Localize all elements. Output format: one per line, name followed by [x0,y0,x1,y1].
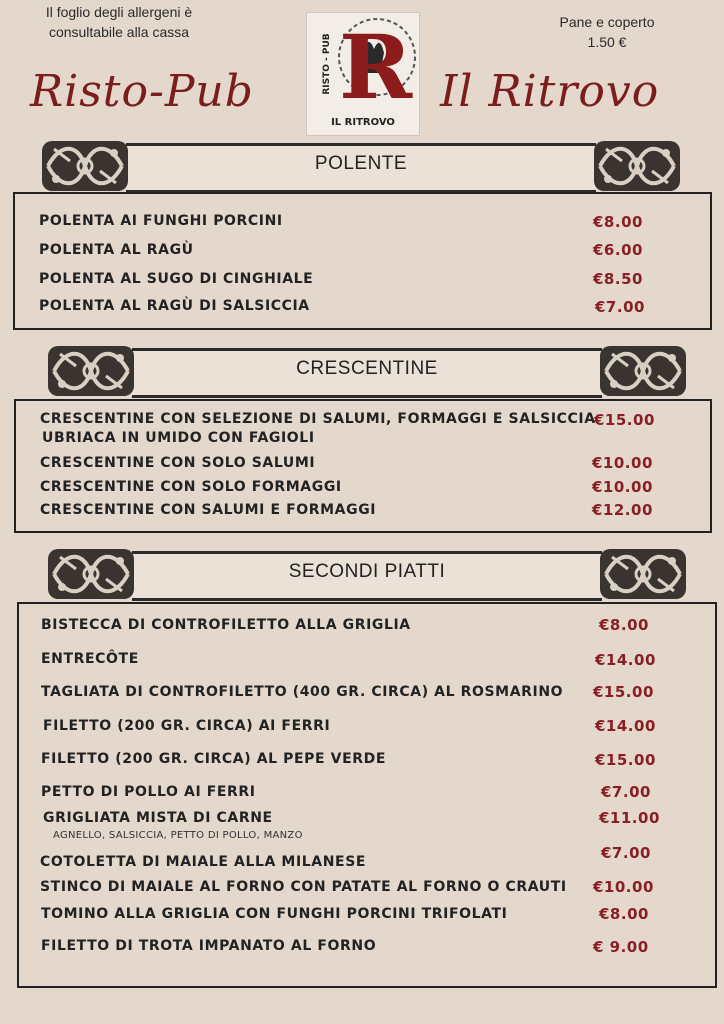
menu-item-price: €8.50 [593,270,643,288]
menu-item-name: POLENTA AL RAGÙ [39,242,194,258]
menu-item-price: €7.00 [601,844,651,862]
menu-item-name: FILETTO DI TROTA IMPANATO AL FORNO [41,938,377,954]
menu-item-name: GRIGLIATA MISTA DI CARNE [43,810,273,826]
menu-item-name-line2: UBRIACA IN UMIDO CON FAGIOLI [42,430,315,446]
menu-item-name: POLENTA AL SUGO DI CINGHIALE [39,271,314,287]
menu-item-subtitle: AGNELLO, SALSICCIA, PETTO DI POLLO, MANZO [53,830,303,841]
menu-item-name: CRESCENTINE CON SELEZIONE DI SALUMI, FORMAGGI E SALSICCIA [40,411,596,427]
menu-item-price: €12.00 [592,501,653,519]
menu-item-price: €15.00 [595,751,656,769]
section-box-crescentine [14,399,712,533]
menu-item-name: FILETTO (200 GR. CIRCA) AI FERRI [43,718,331,734]
section-banner-secondi-piatti [46,551,688,597]
menu-item-name: FILETTO (200 GR. CIRCA) AL PEPE VERDE [41,751,387,767]
section-banner-polente [40,143,682,189]
cover-charge [532,12,682,52]
menu-item-price: €8.00 [599,616,649,634]
menu-item-price: €15.00 [593,683,654,701]
menu-item-price: €10.00 [592,478,653,496]
cover-charge-label: Pane e coperto [559,14,655,30]
menu-item-name: TAGLIATA DI CONTROFILETTO (400 GR. CIRCA) AL ROSMARINO [41,684,564,700]
logo-side-text: RISTO - PUB [322,33,332,95]
menu-item-name: TOMINO ALLA GRIGLIA CON FUNGHI PORCINI TRIFOLATI [41,906,508,922]
section-banner-crescentine [46,348,688,394]
menu-item-price: €11.00 [599,809,660,827]
menu-item-price: €14.00 [595,717,656,735]
section-title: CRESCENTINE [296,358,438,379]
cover-charge-price: 1.50 € [587,34,627,50]
menu-item-price: €6.00 [593,241,643,259]
menu-item-name: ENTRECÔTE [41,651,139,667]
menu-item-name: COTOLETTA DI MAIALE ALLA MILANESE [40,854,367,870]
menu-item-name: POLENTA AI FUNGHI PORCINI [39,213,283,229]
allergen-note [14,2,224,42]
section-box-polente [13,192,712,330]
menu-item-price: €8.00 [599,905,649,923]
restaurant-logo [306,12,420,136]
menu-item-name: CRESCENTINE CON SOLO SALUMI [40,455,316,471]
section-box-secondi-piatti [17,602,717,988]
menu-item-name: BISTECCA DI CONTROFILETTO ALLA GRIGLIA [41,617,411,633]
menu-item-price: €15.00 [594,411,655,429]
menu-item-name: PETTO DI POLLO AI FERRI [41,784,256,800]
restaurant-title-right: Il Ritrovo [440,66,660,117]
menu-item-price: €10.00 [593,878,654,896]
logo-bottom-text: IL RITROVO [331,117,395,128]
menu-item-name: POLENTA AL RAGÙ DI SALSICCIA [39,298,310,314]
menu-item-price: €7.00 [601,783,651,801]
allergen-note-line1: Il foglio degli allergeni è [45,4,193,20]
restaurant-title-left: Risto-Pub [30,66,254,117]
menu-item-name: CRESCENTINE CON SALUMI E FORMAGGI [40,502,377,518]
logo-letter: R [339,15,413,119]
menu-item-price: €10.00 [592,454,653,472]
section-title: SECONDI PIATTI [288,561,446,582]
section-title: POLENTE [314,153,408,174]
menu-item-name: STINCO DI MAIALE AL FORNO CON PATATE AL FORNO O CRAUTI [40,879,567,895]
menu-item-price: €7.00 [595,298,645,316]
menu-item-price: € 9.00 [593,938,649,956]
menu-item-price: €8.00 [593,213,643,231]
allergen-note-line2: consultabile alla cassa [48,24,190,40]
menu-item-price: €14.00 [595,651,656,669]
menu-item-name: CRESCENTINE CON SOLO FORMAGGI [40,479,342,495]
